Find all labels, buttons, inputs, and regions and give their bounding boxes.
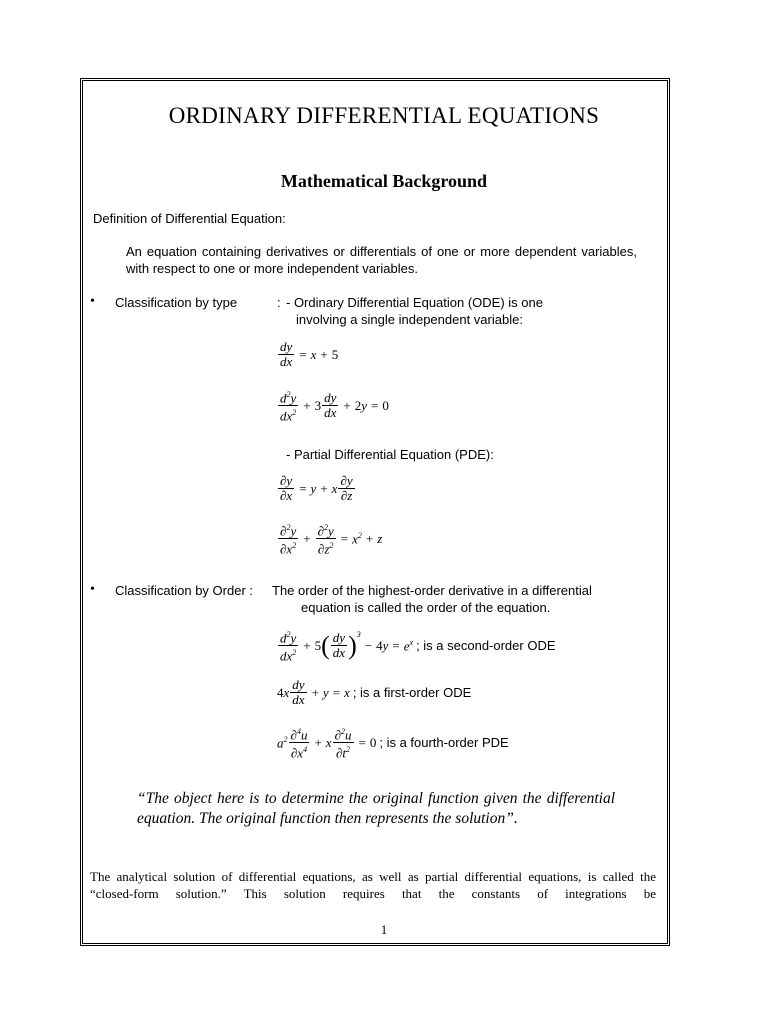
page-number: 1 (380, 922, 388, 937)
type-label: Classification by type (115, 295, 238, 310)
order-example-1-label: ; is a second-order ODE (416, 638, 556, 654)
order-example-2: 4 x $\frac{dy}{dx}$ + y = x ; is a first-order ODE (277, 677, 472, 707)
section-heading: Mathematical Background (280, 171, 488, 191)
order-example-3-label: ; is a fourth-order PDE (379, 735, 509, 751)
ode-definition-line1: - Ordinary Differential Equation (ODE) is one (286, 295, 543, 310)
ode-equation-1: $\frac{dy}{dx}$ = x + 5 (280, 339, 339, 369)
pde-equation-1: $\frac{\partial y}{\partial x}$ = y + x $\frac{\partial y}{\partial z}$ (280, 473, 353, 503)
closing-paragraph: The analytical solution of differential equations, as well as partial differential equations, is called the “closed-form solution.” This solution requires that the constants of integrations be (90, 869, 656, 901)
order-example-1: $\frac{d^2y}{dx^2}$ + 5 ( $\frac{dy}{dx}$ ) $^3$ − 4 y = $e^x$ ; is a second-order ODE (280, 630, 556, 664)
page-title: ORDINARY DIFFERENTIAL EQUATIONS (168, 103, 600, 128)
order-example-3: $a^2$ $\frac{\partial^4u}{\partial x^4}$ + x $\frac{\partial^2u}{\partial t^2}$ = 0 ; is a fourth-order PDE (277, 727, 509, 761)
order-definition-line1: The order of the highest-order derivative in a differential (272, 583, 592, 598)
quote-text: “The object here is to determine the original function given the differential equation. The original function then represents the solution”. (137, 790, 615, 827)
pde-definition: - Partial Differential Equation (PDE): (286, 447, 494, 462)
definition-heading: Definition of Differential Equation: (93, 211, 286, 226)
bullet-order: • (90, 582, 95, 597)
bullet-type: • (90, 294, 95, 309)
order-definition-line2: equation is called the order of the equation. (301, 600, 551, 615)
pde-equation-2: $\frac{\partial^2y}{\partial x^2}$ + $\frac{\partial^2y}{\partial z^2}$ = $x^2$ + z (280, 523, 383, 557)
definition-text: An equation containing derivatives or differentials of one or more dependent variables, with respect to one or more independent variables. (126, 244, 637, 276)
type-separator: : (277, 295, 281, 310)
ode-definition-line2: involving a single independent variable: (296, 312, 523, 327)
order-example-2-label: ; is a first-order ODE (352, 685, 472, 700)
order-label: Classification by Order : (115, 583, 253, 598)
ode-equation-2: $\frac{d^2y}{dx^2}$ + 3 $\frac{dy}{dx}$ + 2 y = 0 (280, 390, 389, 424)
